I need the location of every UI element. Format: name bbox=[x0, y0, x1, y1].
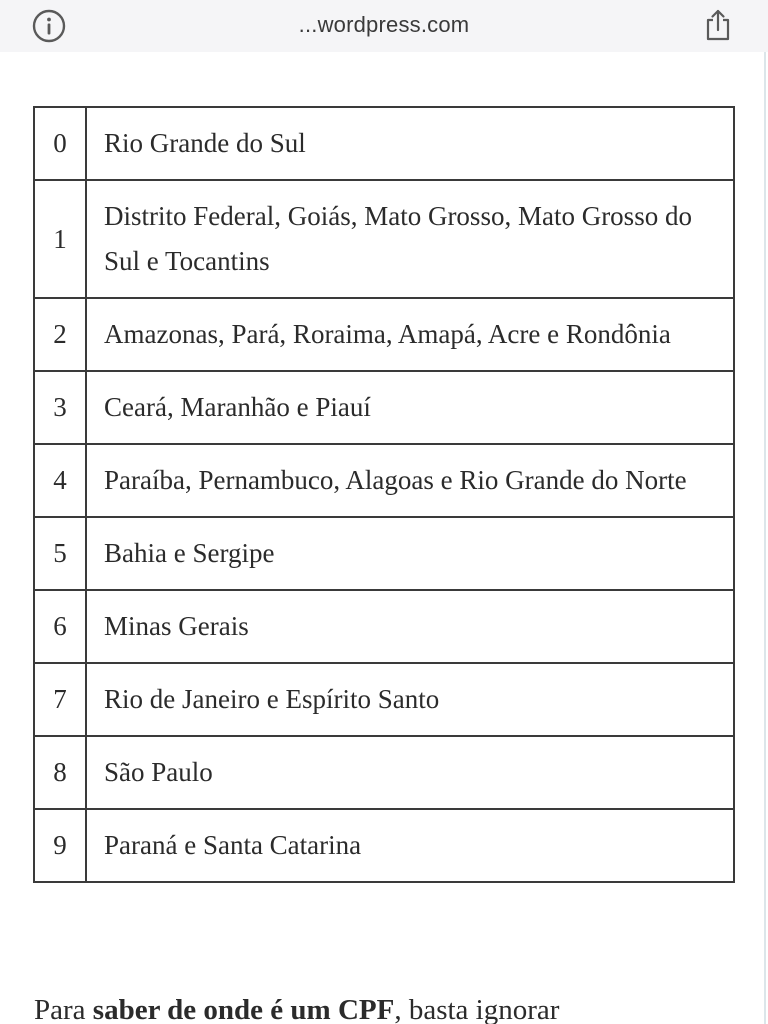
region-states-cell: Minas Gerais bbox=[86, 590, 734, 663]
page-edge-divider bbox=[764, 52, 766, 1024]
region-digit-cell: 2 bbox=[34, 298, 86, 371]
region-states-cell: Paraná e Santa Catarina bbox=[86, 809, 734, 882]
table-row bbox=[34, 180, 734, 298]
table-row bbox=[34, 371, 734, 444]
table-row bbox=[34, 663, 734, 736]
paragraph-text-after: , basta ignorar bbox=[394, 994, 560, 1024]
region-states-cell: Rio de Janeiro e Espírito Santo bbox=[86, 663, 734, 736]
region-digit-cell: 0 bbox=[34, 107, 86, 180]
table-row bbox=[34, 444, 734, 517]
region-states-cell: Rio Grande do Sul bbox=[86, 107, 734, 180]
address-bar-url[interactable]: ...wordpress.com bbox=[298, 12, 470, 37]
region-digit-cell: 4 bbox=[34, 444, 86, 517]
region-digit-cell: 9 bbox=[34, 809, 86, 882]
share-icon bbox=[703, 8, 733, 42]
region-digit-cell: 7 bbox=[34, 663, 86, 736]
table-row bbox=[34, 590, 734, 663]
region-digit-cell: 6 bbox=[34, 590, 86, 663]
table-row bbox=[34, 736, 734, 809]
table-row bbox=[34, 298, 734, 371]
region-states-cell: Amazonas, Pará, Roraima, Amapá, Acre e Rondônia bbox=[86, 298, 734, 371]
region-digit-cell: 8 bbox=[34, 736, 86, 809]
region-digit-cell: 5 bbox=[34, 517, 86, 590]
table-row bbox=[34, 517, 734, 590]
region-states-cell: Distrito Federal, Goiás, Mato Grosso, Mato Grosso do Sul e Tocantins bbox=[86, 180, 734, 298]
region-states-cell: Paraíba, Pernambuco, Alagoas e Rio Grande do Norte bbox=[86, 444, 734, 517]
region-digit-cell: 1 bbox=[34, 180, 86, 298]
table-row bbox=[34, 107, 734, 180]
table-row bbox=[34, 809, 734, 882]
region-states-cell: Ceará, Maranhão e Piauí bbox=[86, 371, 734, 444]
region-digit-cell: 3 bbox=[34, 371, 86, 444]
article-paragraph bbox=[34, 990, 768, 1024]
region-states-cell: São Paulo bbox=[86, 736, 734, 809]
share-button[interactable] bbox=[700, 6, 736, 44]
paragraph-bold-text: saber de onde é um CPF bbox=[92, 994, 395, 1024]
cpf-region-table bbox=[33, 106, 735, 883]
region-states-cell: Bahia e Sergipe bbox=[86, 517, 734, 590]
paragraph-text-before: Para bbox=[34, 994, 93, 1024]
browser-toolbar bbox=[0, 0, 768, 52]
